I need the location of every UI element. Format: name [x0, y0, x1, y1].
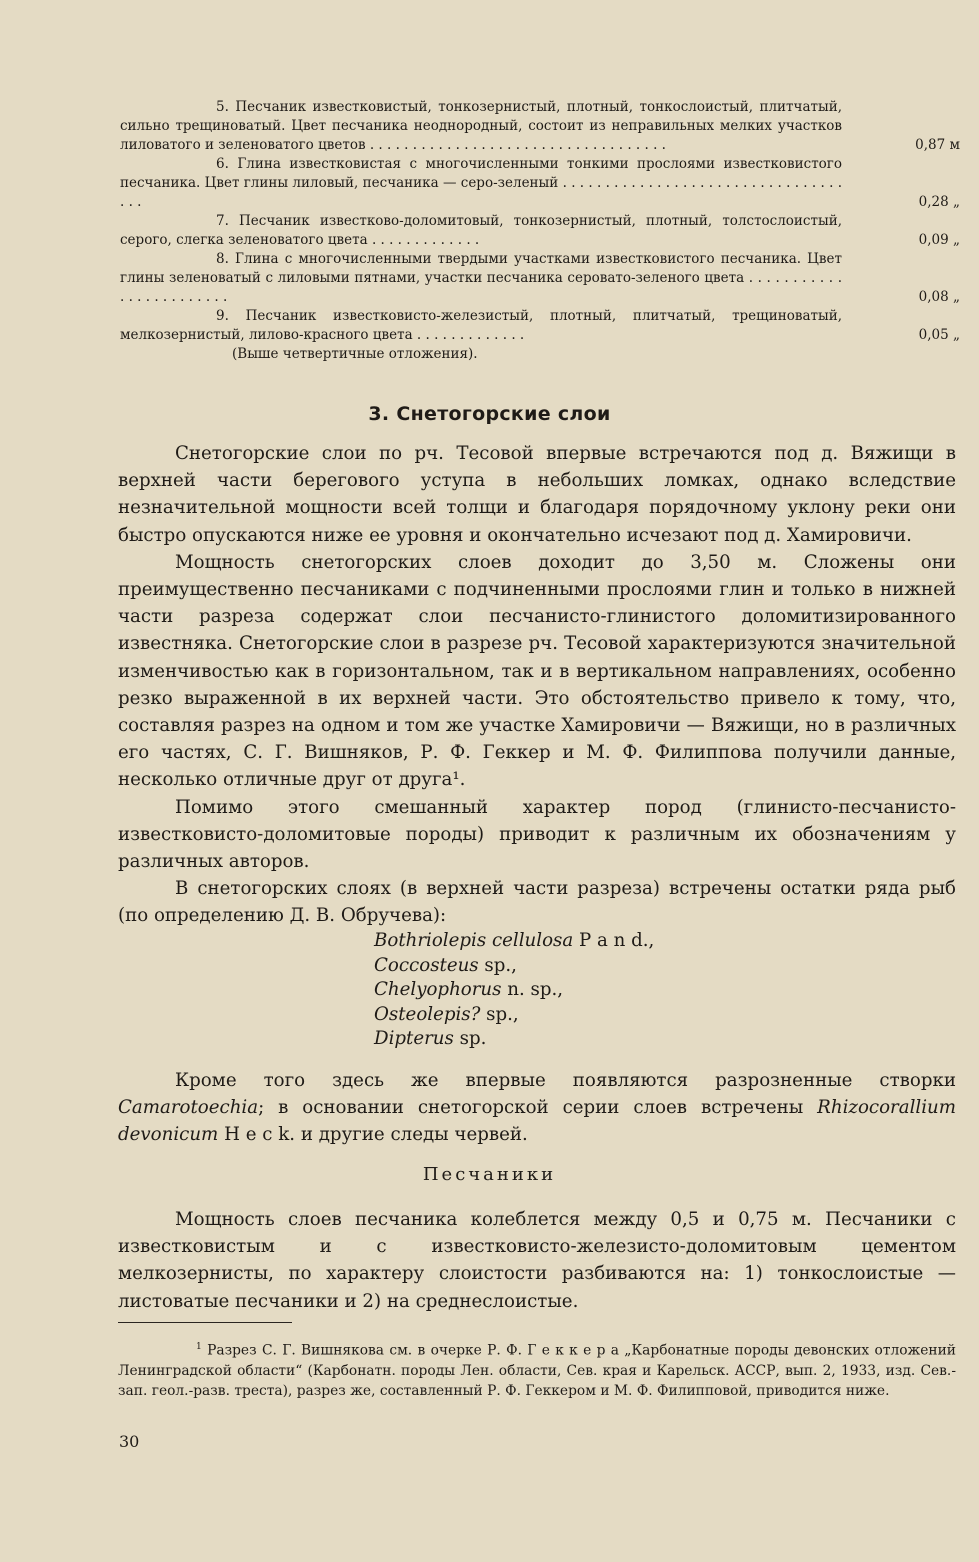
genus-name: Camarotoechia	[118, 1097, 259, 1119]
fossil-author: sp.,	[478, 954, 517, 976]
fossil-author: n. sp.,	[501, 979, 564, 1001]
layer-description: 9. Песчаник известковисто-железистый, плотный, плитчатый, трещиноватый, мелкозернистый, лилово-красного цвета . . . . . . . . . . . . .	[120, 308, 842, 343]
layer-description: 8. Глина с многочисленными твердыми участками известковистого песчаника. Цвет глины зеленоватый с лиловыми пятнами, участки песчаника серовато-зеленого цвета . . . . . . . . . . . . . . . . . . . . . . . .	[120, 251, 842, 305]
text-run: ; в основании снетогорской серии слоев встречены	[258, 1097, 818, 1119]
paragraph: Мощность слоев песчаника колеблется между 0,5 и 0,75 м. Песчаники с известковистым и с известковисто-железисто-доломитовым цементом мелкозернисты, по характеру слоистости разбиваются на: 1) тонкослоистые — листоватые песчаники и 2) на среднеслоистые.	[118, 1209, 956, 1312]
footnote-paragraph	[118, 1337, 956, 1402]
fossil-item	[374, 978, 654, 1003]
species-name: Rhizocorallium devonicum	[118, 1097, 956, 1146]
layer-thickness: 0,09 „	[918, 232, 960, 248]
fossil-name: Osteolepis?	[374, 1003, 481, 1025]
fossil-name: Chelyophorus	[374, 979, 502, 1001]
sandstone-text	[118, 1206, 956, 1315]
fossil-author: sp.	[453, 1028, 487, 1050]
paragraph: Мощность снетогорских слоев доходит до 3,50 м. Сложены они преимущественно песчаниками с подчиненными прослоями глин и только в нижней части разреза содержат слои песчанисто-глинистого доломитизированного известняка. Снетогорские слои в разрезе рч. Тесовой характеризуются значительной изменчивостью как в горизонтальном, так и в вертикальном направлениях, особенно резко выраженной в их верхней части. Это обстоятельство привело к тому, что, составляя разрез на одном и том же участке Хамировичи — Вяжищи, но в различных его частях, С. Г. Вишняков, Р. Ф. Геккер и М. Ф. Филиппова получили данные, несколько отличные друг от друга¹.	[118, 551, 956, 791]
fossil-item	[374, 1027, 654, 1052]
section-title: 3. Снетогорские слои	[368, 403, 611, 425]
layers-note: (Выше четвертичные отложения).	[232, 346, 478, 362]
subheading: Песчаники	[422, 1164, 557, 1185]
footnote-rule	[118, 1322, 292, 1323]
footnote	[118, 1337, 956, 1402]
layer-item	[120, 250, 960, 307]
layer-item	[120, 212, 960, 250]
layer-description: 7. Песчаник известково-доломитовый, тонкозернистый, плотный, толстослоистый, серого, слегка зеленоватого цвета . . . . . . . . . . . . .	[120, 213, 842, 248]
fossil-followup-text	[118, 1067, 956, 1149]
paragraph: Снетогорские слои по рч. Тесовой впервые встречаются под д. Вяжищи в верхней части берегового уступа в небольших ломках, однако вследствие незначительной мощности всей толщи и благодаря порядочному уклону реки они быстро опускаются ниже ее уровня и окончательно исчезают под д. Хамировичи.	[118, 443, 956, 546]
fossil-name: Dipterus	[374, 1028, 454, 1050]
paragraph: В снетогорских слоях (в верхней части разреза) встречены остатки ряда рыб (по определению Д. В. Обручева):	[118, 878, 956, 927]
layer-thickness: 0,08 „	[918, 289, 960, 305]
footnote-text: Разрез С. Г. Вишнякова см. в очерке Р. Ф. Г е к к е р а „Карбонатные породы девонских отложений Ленинградской области“ (Карбонатн. породы Лен. области, Сев. края и Карельск. АССР, вып. 2, 1933, изд. Сев.-зап. геол.-разв. треста), разрез же, составленный Р. Ф. Геккером и М. Ф. Филипповой, приводится ниже.	[118, 1342, 956, 1400]
layer-item	[120, 98, 960, 155]
page-number: 30	[119, 1432, 140, 1451]
fossil-item	[374, 1003, 654, 1028]
layer-item	[120, 307, 960, 345]
footnote-marker: 1	[196, 1342, 202, 1352]
layer-thickness: 0,87 м	[915, 137, 960, 153]
layer-thickness: 0,28 „	[918, 194, 960, 210]
paragraph: Помимо этого смешанный характер пород (глинисто-песчанисто-известковисто-доломитовые породы) приводит к различным их обозначениям у различных авторов.	[118, 796, 956, 873]
fossil-list	[374, 929, 654, 1052]
layer-thickness: 0,05 „	[918, 327, 960, 343]
layer-description: 6. Глина известковистая с многочисленными тонкими прослоями известковистого песчаника. Цвет глины лиловый, песчаника — серо-зеленый . . . . . . . . . . . . . . . . . . . . . . . . . . . . . . . . . . . .	[120, 156, 842, 210]
fossil-author: sp.,	[480, 1003, 519, 1025]
text-run: Кроме того здесь же впервые появляются разрозненные створки	[175, 1070, 956, 1091]
fossil-item	[374, 929, 654, 954]
fossil-author: P a n d.,	[573, 930, 655, 951]
main-text	[118, 440, 956, 930]
layer-list	[120, 98, 960, 364]
layer-item	[120, 155, 960, 212]
text-run: H e c k. и другие следы червей.	[218, 1124, 528, 1146]
layer-description: 5. Песчаник известковистый, тонкозернистый, плотный, тонкослоистый, плитчатый, сильно трещиноватый. Цвет песчаника неоднородный, состоит из неправильных мелких участков лиловатого и зеленоватого цветов . . . . . . . . . . . . . . . . . . . . . . . . . . . . . . . . . . .	[120, 99, 842, 153]
fossil-name: Coccosteus	[374, 954, 479, 976]
fossil-name: Bothriolepis cellulosa	[374, 930, 574, 951]
fossil-item	[374, 954, 654, 979]
paragraph	[118, 1067, 956, 1149]
